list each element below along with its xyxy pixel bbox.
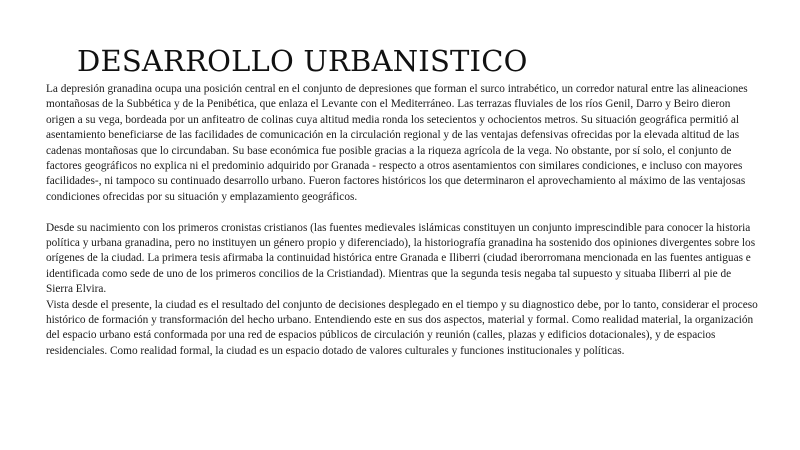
paragraph-urban-reality: Vista desde el presente, la ciudad es el resultado del conjunto de decisiones desplegado en el tiempo y su diagnostico debe, por lo tanto, considerar el proceso histórico de formación y transformación del hecho urbano. Entendiendo este en sus dos aspectos, material y formal. Como realidad material, la organización del espacio urbano está conformada por una red de espacios públicos de circulación y reunión (calles, plazas y edificios dotacionales), y de espacios residenciales. Como realidad formal, la ciudad es un espacio dotado de valores culturales y funciones institucionales y políticas.: [46, 298, 758, 357]
paragraph-historiography: Desde su nacimiento con los primeros cronistas cristianos (las fuentes medievales islámicas constituyen un conjunto imprescindible para conocer la historia política y urbana granadina, pero no instituyen un género propio y diferenciado), la historiografía granadina ha sostenido dos opiniones divergentes sobre los orígenes de la ciudad. La primera tesis afirmaba la continuidad histórica entre Granada e Iliberri (ciudad iberorromana mencionada en las fuentes antiguas e identificada como sede de uno de los primeros concilios de la Cristiandad). Mientras que la segunda tesis negaba tal supuesto y situaba Iliberri al pie de Sierra Elvira.: [46, 221, 756, 296]
paragraph-geography: La depresión granadina ocupa una posición central en el conjunto de depresiones que forman el surco intrabético, un corredor natural entre las alineaciones montañosas de la Subbética y de la Penibética, que enlaza el Levante con el Mediterráneo. Las terrazas fluviales de los ríos Genil, Darro y Beiro dieron origen a su vega, bordeada por un anfiteatro de colinas cuya altitud media ronda los setecientos y ochocientos metros. Su situación geográfica permitió al asentamiento beneficiarse de las facilidades de comunicación en la circulación regional y de las ventajas defensivas ofrecidas por la elevada altitud de las cadenas montañosas que lo circundaban. Su base económica fue posible gracias a la riqueza agrícola de la vega. No obstante, por sí solo, el conjunto de factores geográficos no explica ni el predominio adquirido por Granada - respecto a otros asentamientos con similares condiciones, e incluso con mayores facilidades-, ni tampoco su continuado desarrollo urbano. Fueron factores históricos los que determinaron el aprovechamiento al máximo de las ventajosas condiciones ofrecidas por su situación y emplazamiento geográficos.: [46, 83, 748, 203]
body-text: [46, 82, 758, 359]
page-title: DESARROLLO URBANISTICO: [77, 44, 528, 78]
paragraph-spacer: [46, 205, 758, 220]
